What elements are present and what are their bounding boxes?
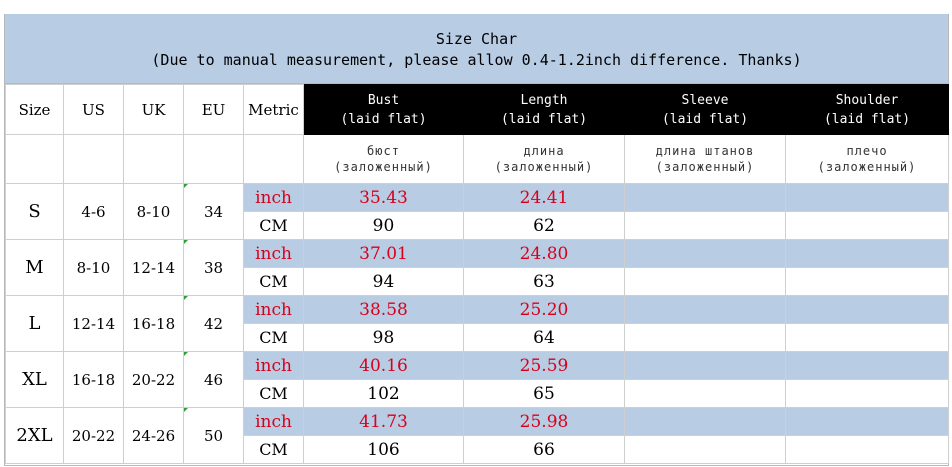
cm-value — [625, 380, 786, 408]
size-row-inch — [6, 184, 949, 212]
eu-size: 38 — [184, 240, 244, 296]
ru-length-line1: длина — [523, 144, 565, 158]
size-chart — [4, 14, 949, 466]
size-table — [5, 84, 949, 464]
unit-cm-label: CM — [244, 436, 304, 464]
russian-header-row — [6, 135, 949, 184]
cm-value: 98 — [304, 324, 464, 352]
header-length-name: Length — [520, 92, 568, 108]
inch-value: 41.73 — [304, 408, 464, 436]
ru-length — [464, 135, 625, 184]
header-shoulder-name: Shoulder — [835, 92, 899, 108]
cm-value — [786, 212, 949, 240]
size-label: S — [6, 184, 64, 240]
unit-inch-label: inch — [244, 240, 304, 268]
unit-inch-label: inch — [244, 408, 304, 436]
inch-value: 24.80 — [464, 240, 625, 268]
uk-size: 8-10 — [124, 184, 184, 240]
us-size: 16-18 — [64, 352, 124, 408]
ru-bust — [304, 135, 464, 184]
size-label: M — [6, 240, 64, 296]
header-uk: UK — [124, 85, 184, 135]
inch-value — [786, 240, 949, 268]
header-size: Size — [6, 85, 64, 135]
chart-subtitle: (Due to manual measurement, please allow 0.4-1.2inch difference. Thanks) — [151, 51, 802, 69]
cm-value — [786, 380, 949, 408]
inch-value: 35.43 — [304, 184, 464, 212]
inch-value — [625, 184, 786, 212]
header-length-sub: (laid flat) — [500, 111, 588, 127]
chart-title: Size Char — [435, 30, 518, 48]
cm-value: 102 — [304, 380, 464, 408]
size-row-inch — [6, 296, 949, 324]
header-sleeve-name: Sleeve — [681, 92, 729, 108]
inch-value: 37.01 — [304, 240, 464, 268]
us-size: 4-6 — [64, 184, 124, 240]
uk-size: 24-26 — [124, 408, 184, 464]
eu-size: 50 — [184, 408, 244, 464]
cm-value — [786, 436, 949, 464]
cm-value — [786, 268, 949, 296]
unit-inch-label: inch — [244, 296, 304, 324]
size-label: XL — [6, 352, 64, 408]
inch-value: 38.58 — [304, 296, 464, 324]
inch-value — [786, 184, 949, 212]
header-shoulder — [786, 85, 949, 135]
ru-bust-line1: бюст — [367, 144, 400, 158]
eu-size: 42 — [184, 296, 244, 352]
ru-shoulder-line1: плечо — [846, 144, 888, 158]
header-bust-sub: (laid flat) — [340, 111, 427, 127]
us-size: 8-10 — [64, 240, 124, 296]
cm-value: 90 — [304, 212, 464, 240]
header-bust — [304, 85, 464, 135]
cm-value: 63 — [464, 268, 625, 296]
unit-cm-label: CM — [244, 268, 304, 296]
unit-cm-label: CM — [244, 212, 304, 240]
size-row-inch — [6, 408, 949, 436]
cm-value: 64 — [464, 324, 625, 352]
uk-size: 16-18 — [124, 296, 184, 352]
inch-value — [625, 408, 786, 436]
header-length — [464, 85, 625, 135]
unit-cm-label: CM — [244, 324, 304, 352]
ru-length-line2: (заложенный) — [494, 160, 594, 174]
unit-inch-label: inch — [244, 184, 304, 212]
ru-shoulder — [786, 135, 949, 184]
cm-value: 62 — [464, 212, 625, 240]
header-shoulder-sub: (laid flat) — [823, 111, 911, 127]
inch-value — [625, 240, 786, 268]
cm-value — [625, 436, 786, 464]
ru-sleeve-line1: длина штанов — [655, 144, 755, 158]
size-label: L — [6, 296, 64, 352]
inch-value: 25.98 — [464, 408, 625, 436]
inch-value: 25.59 — [464, 352, 625, 380]
ru-bust-line2: (заложенный) — [334, 160, 433, 174]
ru-shoulder-line2: (заложенный) — [817, 160, 917, 174]
cm-value: 65 — [464, 380, 625, 408]
inch-value — [625, 296, 786, 324]
inch-value — [625, 352, 786, 380]
inch-value: 40.16 — [304, 352, 464, 380]
inch-value — [786, 352, 949, 380]
size-row-inch — [6, 352, 949, 380]
inch-value — [786, 408, 949, 436]
cm-value: 66 — [464, 436, 625, 464]
eu-size: 34 — [184, 184, 244, 240]
cm-value: 106 — [304, 436, 464, 464]
size-row-inch — [6, 240, 949, 268]
us-size: 20-22 — [64, 408, 124, 464]
inch-value: 25.20 — [464, 296, 625, 324]
cm-value: 94 — [304, 268, 464, 296]
cm-value — [625, 324, 786, 352]
header-row — [6, 85, 949, 135]
cm-value — [625, 268, 786, 296]
uk-size: 12-14 — [124, 240, 184, 296]
unit-inch-label: inch — [244, 352, 304, 380]
header-eu: EU — [184, 85, 244, 135]
unit-cm-label: CM — [244, 380, 304, 408]
cm-value — [786, 324, 949, 352]
header-sleeve-sub: (laid flat) — [661, 111, 749, 127]
size-label: 2XL — [6, 408, 64, 464]
header-sleeve — [625, 85, 786, 135]
uk-size: 20-22 — [124, 352, 184, 408]
inch-value — [786, 296, 949, 324]
eu-size: 46 — [184, 352, 244, 408]
title-band — [5, 14, 948, 84]
inch-value: 24.41 — [464, 184, 625, 212]
header-us: US — [64, 85, 124, 135]
cm-value — [625, 212, 786, 240]
header-metric: Metric — [244, 85, 304, 135]
ru-sleeve — [625, 135, 786, 184]
header-bust-name: Bust — [367, 92, 400, 108]
us-size: 12-14 — [64, 296, 124, 352]
ru-sleeve-line2: (заложенный) — [655, 160, 755, 174]
